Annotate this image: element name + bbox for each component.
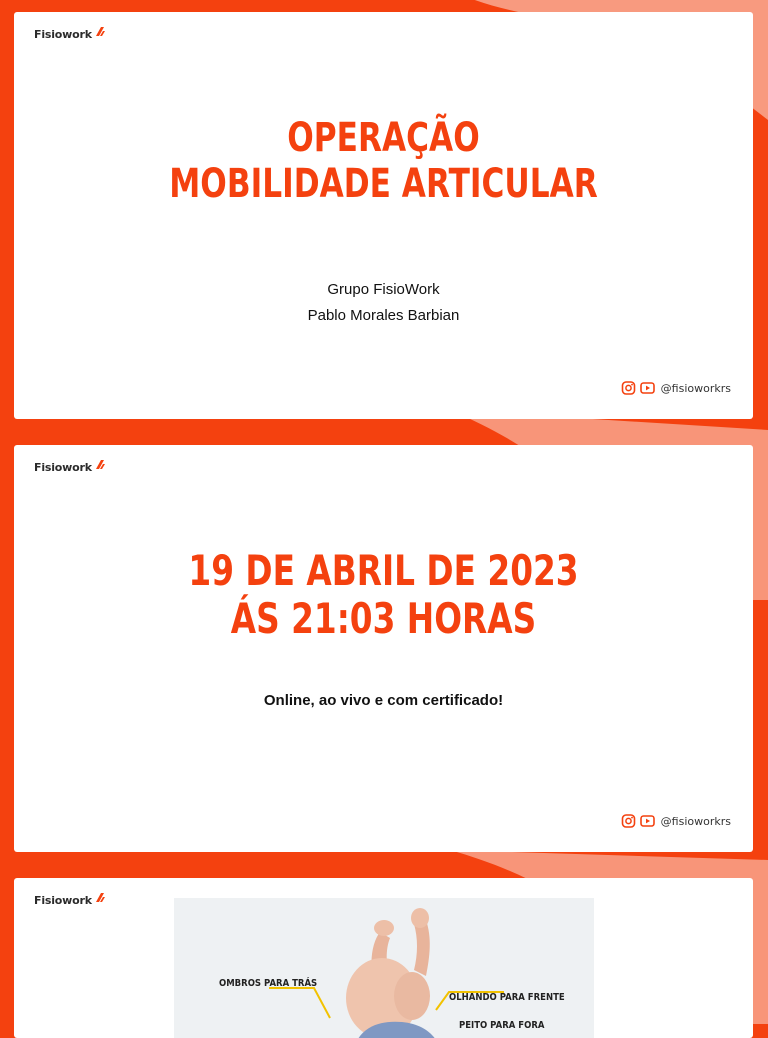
title-line: 19 DE ABRIL DE 2023 bbox=[188, 546, 579, 595]
instagram-icon[interactable] bbox=[621, 814, 636, 828]
subtitle-line: Pablo Morales Barbian bbox=[307, 307, 460, 324]
baby-illustration bbox=[174, 898, 594, 1038]
logo-text: Fisiowork bbox=[34, 28, 92, 41]
slide-posture bbox=[14, 878, 753, 1038]
fisiowork-logo bbox=[34, 894, 106, 907]
subtitle-line: Online, ao vivo e com certificado! bbox=[263, 692, 504, 709]
posture-poster bbox=[174, 898, 594, 1038]
slide-title-heading bbox=[95, 115, 671, 207]
logo-text: Fisiowork bbox=[34, 461, 92, 474]
fisiowork-logo-mark-icon bbox=[94, 892, 106, 904]
title-line: OPERAÇÃO bbox=[287, 115, 480, 161]
slide-title bbox=[14, 12, 753, 419]
event-subtitle bbox=[14, 688, 753, 714]
logo-text: Fisiowork bbox=[34, 894, 92, 907]
title-line: MOBILIDADE ARTICULAR bbox=[169, 161, 598, 207]
youtube-icon[interactable] bbox=[640, 814, 655, 828]
social-footer bbox=[621, 814, 731, 828]
poster-label: OLHANDO PARA FRENTE bbox=[449, 992, 565, 1003]
title-line: ÁS 21:03 HORAS bbox=[230, 594, 537, 644]
slide-subtitle bbox=[14, 277, 753, 329]
fisiowork-logo bbox=[34, 461, 106, 474]
fisiowork-logo-mark-icon bbox=[94, 459, 106, 471]
social-handle[interactable]: @fisioworkrs bbox=[660, 381, 731, 395]
fisiowork-logo bbox=[34, 28, 106, 41]
youtube-icon[interactable] bbox=[640, 381, 655, 395]
event-date-heading bbox=[95, 547, 671, 644]
poster-label: PEITO PARA FORA bbox=[459, 1020, 545, 1031]
social-handle[interactable]: @fisioworkrs bbox=[660, 814, 731, 828]
social-footer bbox=[621, 381, 731, 395]
fisiowork-logo-mark-icon bbox=[94, 26, 106, 38]
subtitle-line: Grupo FisioWork bbox=[327, 281, 440, 298]
poster-label: OMBROS PARA TRÁS bbox=[219, 978, 318, 989]
instagram-icon[interactable] bbox=[621, 381, 636, 395]
slide-date bbox=[14, 445, 753, 852]
